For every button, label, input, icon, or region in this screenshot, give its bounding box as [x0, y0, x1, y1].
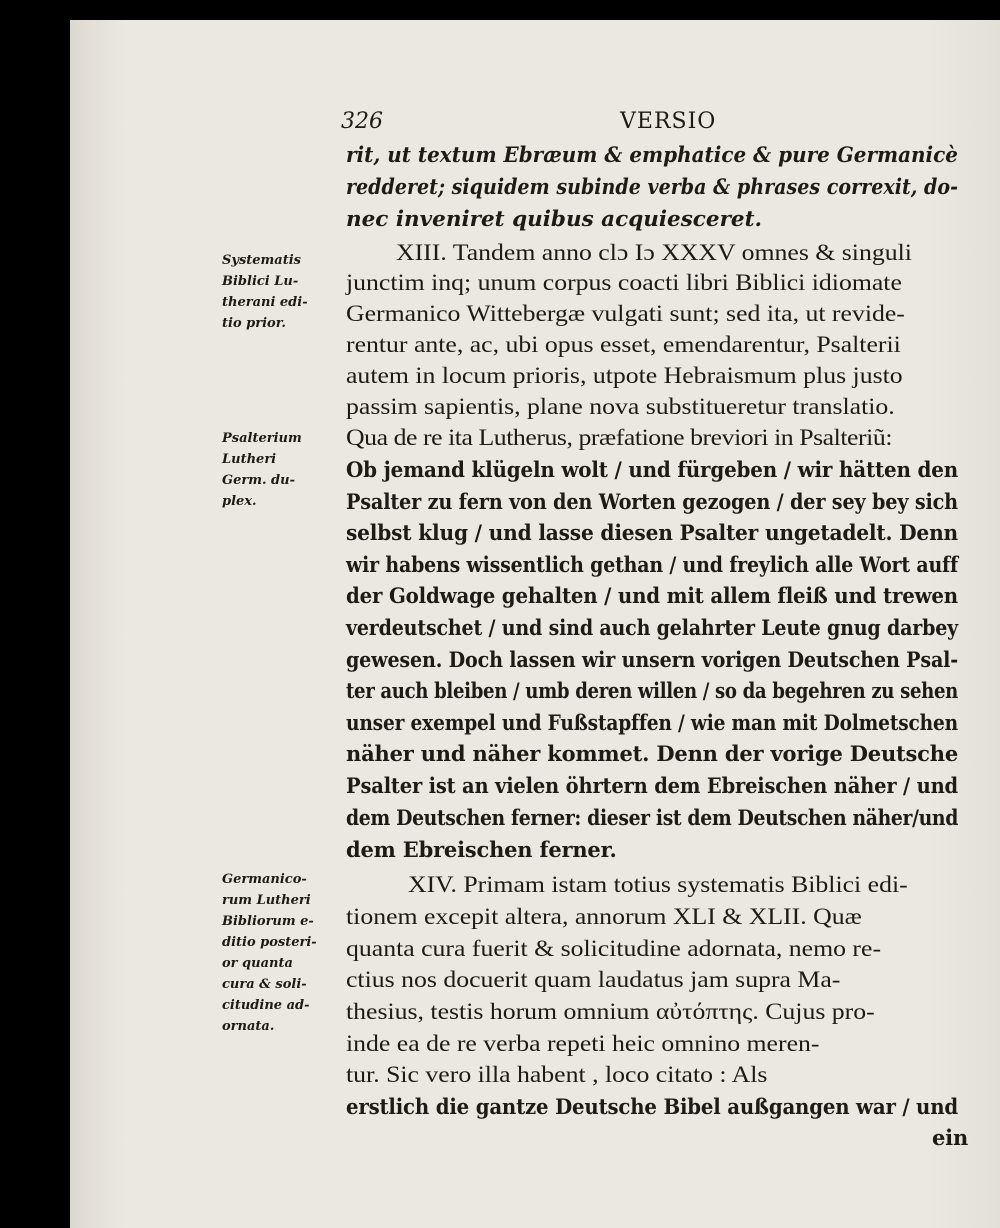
text-line: nec inveniret quibus acquiesceret. [346, 207, 762, 232]
text-line: inde ea de re verba repeti heic omnino meren- [346, 1031, 820, 1056]
text-line: passim sapientis, plane nova substitueretur translatio. [346, 394, 895, 419]
text-line: Psalter ist an vielen öhrtern dem Ebreischen näher / und [346, 773, 958, 798]
margin-note-line: or quanta [222, 956, 293, 971]
text-line: selbst klug / und lasse diesen Psalter ungetadelt. Denn [346, 520, 958, 545]
margin-note-line: Lutheri [222, 452, 277, 467]
text-line: Germanico Wittebergæ vulgati sunt; sed ita, ut revide- [346, 301, 905, 326]
text-line: ctius nos docuerit quam laudatus jam supra Ma- [346, 967, 841, 992]
text-line: Ob jemand klügeln wolt / und fürgeben / wir hätten den [346, 457, 958, 482]
running-head: VERSIO [620, 109, 717, 134]
margin-note-line: Systematis [222, 253, 301, 268]
text-line: unser exempel und Fußstapffen / wie man mit Dolmetschen [346, 710, 958, 735]
margin-note-line: Germanico- [222, 872, 307, 887]
text-line: Psalter zu fern von den Worten gezogen / der sey bey sich [346, 489, 958, 514]
text-line: ein [932, 1125, 969, 1150]
text-line: rentur ante, ac, ubi opus esset, emendarentur, Psalterii [346, 332, 901, 357]
text-line: erstlich die gantze Deutsche Bibel außgangen war / und [346, 1094, 958, 1119]
margin-note-line: Bibliorum e- [222, 914, 314, 929]
text-line: XIV. Primam istam totius systematis Biblici edi- [408, 872, 908, 897]
text-line: Qua de re ita Lutherus, præfatione breviori in Psalteriũ: [346, 425, 893, 450]
text-line: rit, ut textum Ebræum & emphatice & pure Germanicè [346, 143, 958, 168]
page-number: 326 [341, 109, 383, 134]
text-line: der Goldwage gehalten / und mit allem fleiß und trewen [346, 583, 958, 608]
text-line: dem Ebreischen ferner. [346, 837, 617, 862]
margin-note-line: ditio posteri- [222, 935, 317, 950]
margin-note-line: Biblici Lu- [222, 274, 299, 289]
margin-note-line: tio prior. [222, 316, 286, 331]
text-line: quanta cura fuerit & solicitudine adornata, nemo re- [346, 936, 882, 961]
margin-note-line: citudine ad- [222, 998, 310, 1013]
text-line: redderet; siquidem subinde verba & phrases correxit, do- [346, 175, 958, 200]
margin-note-line: cura & soli- [222, 977, 307, 992]
text-line: dem Deutschen ferner: dieser ist dem Deutschen näher/und [346, 805, 958, 830]
text-line: thesius, testis horum omnium αὐτόπτης. Cujus pro- [346, 999, 875, 1024]
text-line: tionem excepit altera, annorum XLI & XLII. Quæ [346, 904, 862, 929]
text-line: näher und näher kommet. Denn der vorige Deutsche [346, 741, 958, 766]
text-line: ter auch bleiben / umb deren willen / so da begehren zu sehen [346, 678, 958, 703]
text-line: junctim inq; unum corpus coacti libri Biblici idiomate [346, 270, 902, 295]
margin-note-line: therani edi- [222, 295, 308, 310]
text-line: tur. Sic vero illa habent , loco citato : Als [346, 1062, 768, 1087]
margin-note-line: Psalterium [222, 431, 302, 446]
margin-note-line: plex. [222, 494, 257, 509]
text-line: verdeutschet / und sind auch gelahrter Leute gnug darbey [346, 615, 958, 640]
text-line: XIII. Tandem anno clɔ Iɔ XXXV omnes & singuli [396, 240, 912, 265]
margin-note-line: ornata. [222, 1019, 275, 1034]
text-line: gewesen. Doch lassen wir unsern vorigen Deutschen Psal- [346, 647, 958, 672]
margin-note-line: Germ. du- [222, 473, 295, 488]
margin-note-line: rum Lutheri [222, 893, 311, 908]
text-line: wir habens wissentlich gethan / und freylich alle Wort auff [346, 552, 958, 577]
text-line: autem in locum prioris, utpote Hebraismum plus justo [346, 363, 903, 388]
